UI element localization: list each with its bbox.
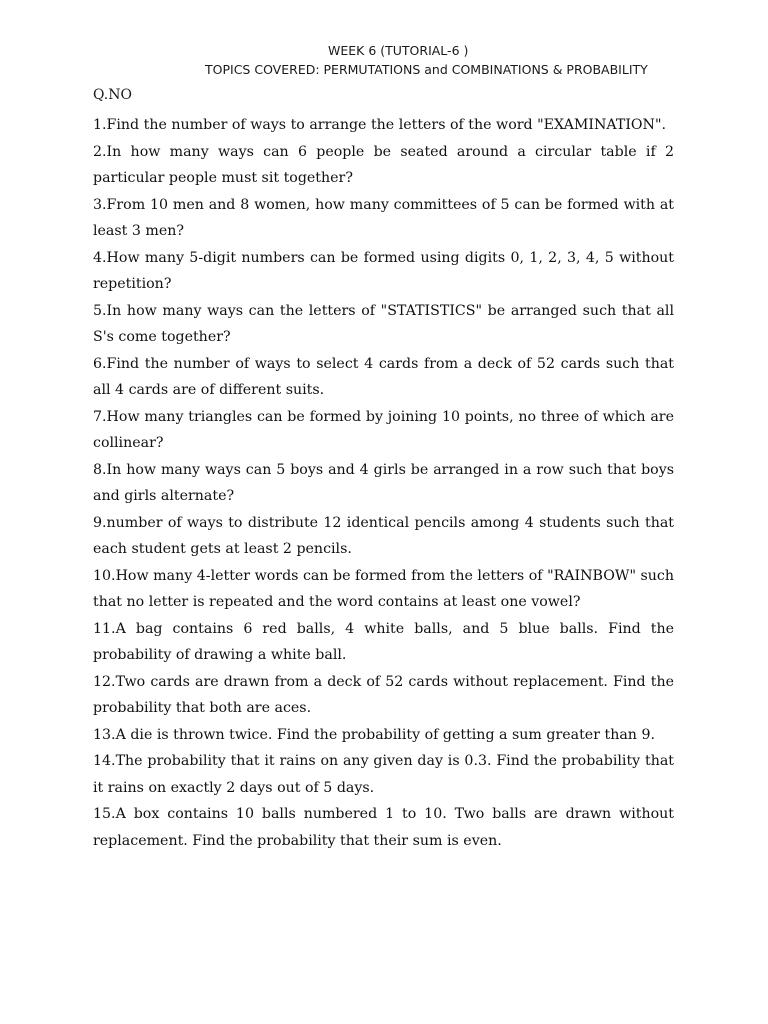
question-item: 13.A die is thrown twice. Find the probability of getting a sum greater than 9. — [93, 726, 655, 743]
question-item: 8.In how many ways can 5 boys and 4 girls be arranged in a row such that boys and girls alternate? — [93, 461, 674, 504]
week-title: WEEK 6 (TUTORIAL-6 ) — [328, 43, 469, 58]
question-item: 4.How many 5-digit numbers can be formed using digits 0, 1, 2, 3, 4, 5 without repetition? — [93, 249, 674, 292]
question-number-label: Q.NO — [93, 87, 132, 103]
question-list — [93, 112, 674, 854]
question-item: 2.In how many ways can 6 people be seated around a circular table if 2 particular people must sit together? — [93, 143, 674, 186]
question-item: 3.From 10 men and 8 women, how many committees of 5 can be formed with at least 3 men? — [93, 196, 674, 239]
question-item: 11.A bag contains 6 red balls, 4 white balls, and 5 blue balls. Find the probability of drawing a white ball. — [93, 620, 674, 663]
question-item: 12.Two cards are drawn from a deck of 52 cards without replacement. Find the probability that both are aces. — [93, 673, 674, 716]
topics-covered: TOPICS COVERED: PERMUTATIONS and COMBINATIONS & PROBABILITY — [205, 62, 648, 77]
question-item: 7.How many triangles can be formed by joining 10 points, no three of which are collinear? — [93, 408, 674, 451]
question-item: 1.Find the number of ways to arrange the letters of the word "EXAMINATION". — [93, 117, 666, 133]
question-item: 6.Find the number of ways to select 4 cards from a deck of 52 cards such that all 4 cards are of different suits. — [93, 355, 674, 398]
question-item: 14.The probability that it rains on any given day is 0.3. Find the probability that it rains on exactly 2 days out of 5 days. — [93, 753, 674, 796]
question-item: 9.number of ways to distribute 12 identical pencils among 4 students such that each student gets at least 2 pencils. — [93, 514, 674, 557]
question-item: 15.A box contains 10 balls numbered 1 to 10. Two balls are drawn without replacement. Find the probability that their sum is even. — [93, 806, 674, 849]
question-item: 5.In how many ways can the letters of "STATISTICS" be arranged such that all S's come together? — [93, 302, 674, 345]
question-item: 10.How many 4-letter words can be formed from the letters of "RAINBOW" such that no letter is repeated and the word contains at least one vowel? — [93, 567, 674, 610]
